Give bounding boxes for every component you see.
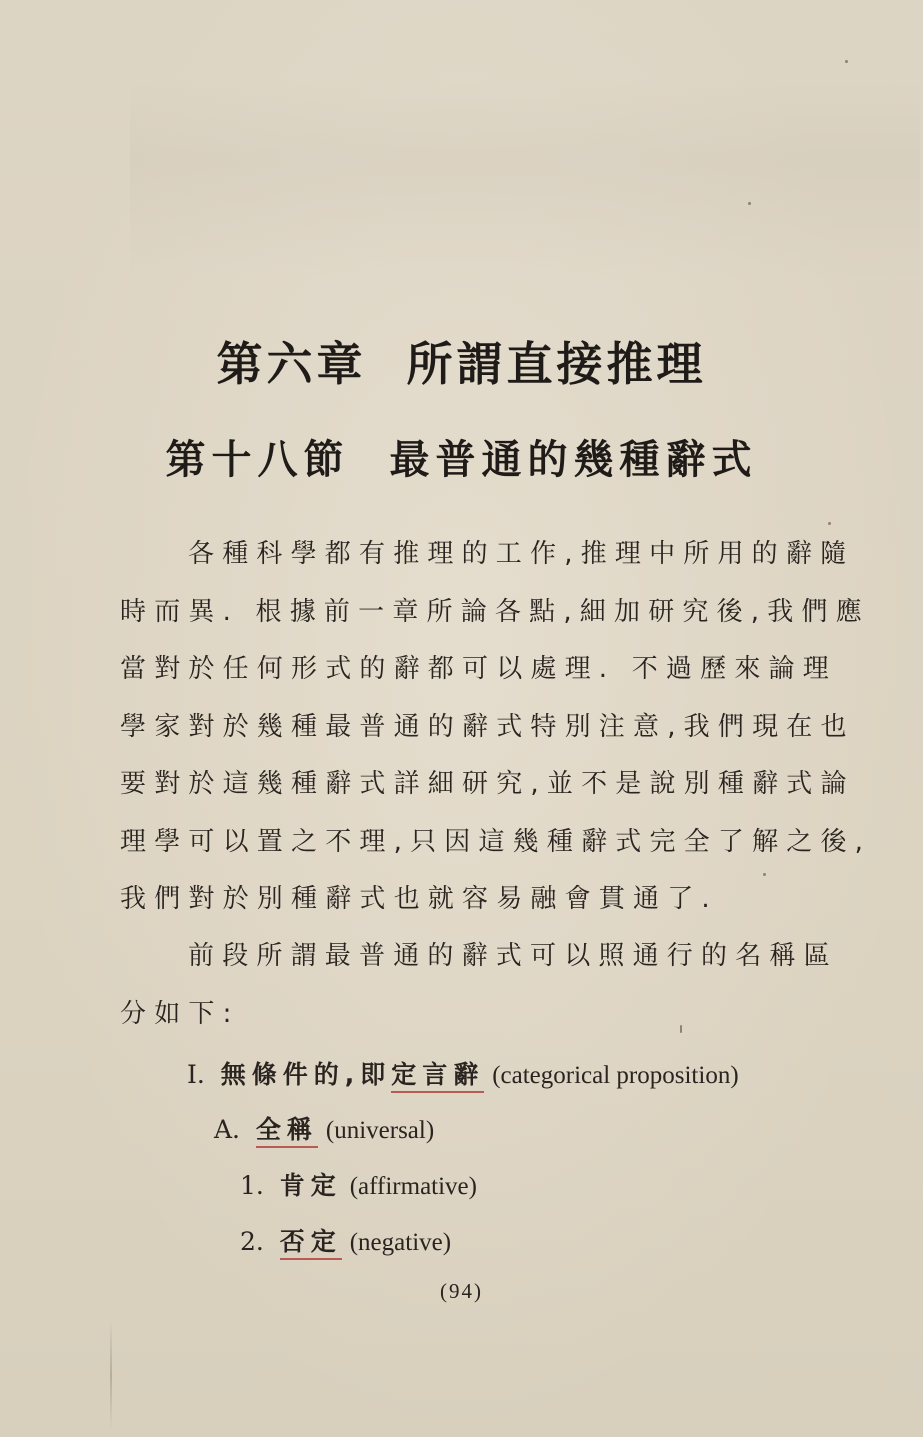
chapter-title: 所謂直接推理 <box>406 337 707 391</box>
outline-english: (universal) <box>325 1117 435 1144</box>
paragraph-2-line: 前段所謂最普通的辭式可以照通行的名稱區 <box>188 941 838 971</box>
paragraph-2 <box>120 928 888 1043</box>
outline-term: 肯定 <box>279 1171 342 1200</box>
chapter-heading <box>0 328 923 394</box>
paper-speck <box>845 60 848 63</box>
paragraph-1-line: 當對於任何形式的辭都可以處理. 不過歷來論理 <box>120 654 837 684</box>
section-title: 最普通的幾種辭式 <box>389 437 758 483</box>
paper-speck <box>748 202 751 205</box>
outline-marker: 2. <box>240 1227 264 1256</box>
outline-prefix: 無條件的,即 <box>220 1060 392 1089</box>
outline-item-1 <box>187 1055 739 1091</box>
paragraph-1-line: 各種科學都有推理的工作,推理中所用的辭隨 <box>188 539 855 569</box>
paragraph-1-line: 時而異. 根據前一章所論各點,細加研究後,我們應 <box>120 596 870 627</box>
paragraph-1-line: 理學可以置之不理,只因這幾種辭式完全了解之後, <box>120 826 872 857</box>
section-number: 第十八節 <box>165 437 350 483</box>
chapter-number: 第六章 <box>216 337 367 391</box>
page-number: (94) <box>440 1279 483 1303</box>
section-heading <box>0 428 923 485</box>
paper-speck <box>763 873 766 876</box>
show-through-text <box>130 80 920 280</box>
outline-term: 否定 <box>280 1227 342 1260</box>
outline-item-2 <box>214 1110 434 1146</box>
outline-marker: I. <box>187 1060 205 1089</box>
paragraph-2-line: 分如下: <box>120 998 240 1029</box>
outline-english: (categorical proposition) <box>492 1062 739 1089</box>
outline-marker: A. <box>214 1115 241 1144</box>
outline-english: (negative) <box>349 1229 452 1256</box>
outline-item-3 <box>240 1166 477 1202</box>
paper-speck <box>828 522 831 525</box>
outline-english: (affirmative) <box>349 1173 477 1200</box>
outline-item-4 <box>240 1222 451 1258</box>
paper-speck <box>680 1025 682 1033</box>
paragraph-1-line: 學家對於幾種最普通的辭式特別注意,我們現在也 <box>120 711 855 742</box>
outline-term: 定言辭 <box>391 1060 484 1093</box>
outline-marker: 1. <box>240 1171 264 1200</box>
page-edge-mark <box>110 1320 112 1430</box>
outline-term: 全稱 <box>256 1115 318 1148</box>
paragraph-1-line: 我們對於別種辭式也就容易融會貫通了. <box>120 884 718 914</box>
paragraph-1 <box>120 526 888 929</box>
paragraph-1-line: 要對於這幾種辭式詳細研究,並不是說別種辭式論 <box>120 769 855 799</box>
